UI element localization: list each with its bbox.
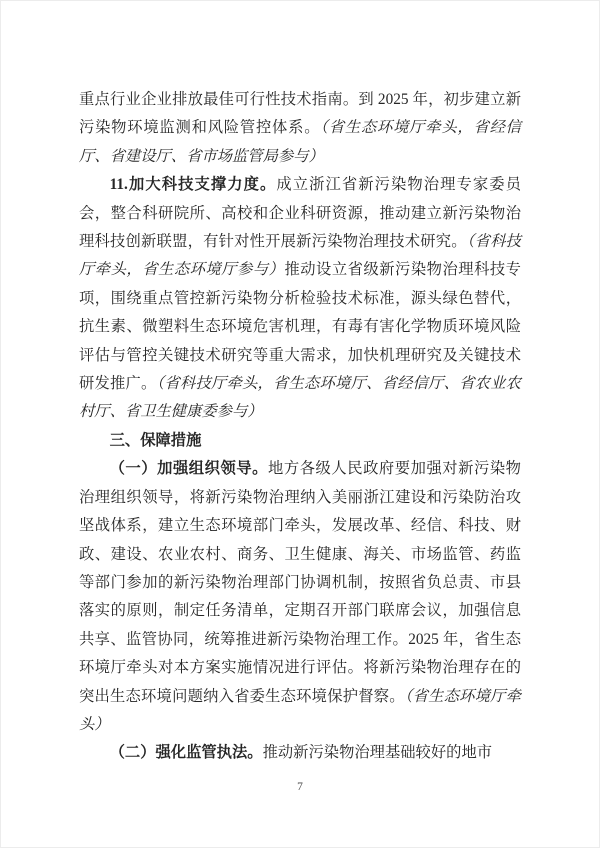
body-text: 重点行业企业排放最佳可行性技术指南。到 2025 年，初步建立新污染物环境监测和风险管控体系。 <box>79 91 521 137</box>
section-heading: 三、保障措施 <box>109 431 202 449</box>
item-lead-bold: （一）加强组织领导。 <box>109 460 269 478</box>
responsibility-note: （省生态环境厅牵头） <box>79 687 521 733</box>
para-item-11 <box>79 171 521 427</box>
body-text: 成立浙江省新污染物治理专家委员会，整合科研院所、高校和企业科研资源，推动建立新污染物治理科技创新联盟，有针对性开展新污染物治理技术研究。 <box>79 176 521 251</box>
responsibility-note: （省生态环境厅牵头，省经信厅、省建设厅、省市场监管局参与） <box>79 119 521 165</box>
para-org-leadership <box>79 455 521 739</box>
body-text: 推动设立省级新污染物治理科技专项，围绕重点管控新污染物分析检验技术标准，源头绿色替代，抗生素、微塑料生态环境危害机理，有毒有害化学物质环境风险评估与管控关键技术研究等重大需求，加快机理研究及关键技术研发推广。 <box>79 261 521 393</box>
item-lead-bold: 11.加大科技支撑力度。 <box>109 176 277 194</box>
body-text: 推动新污染物治理基础较好的地市 <box>262 744 493 762</box>
para-enforcement <box>79 739 521 767</box>
responsibility-note: （省科技厅牵头，省生态环境厅、省经信厅、省农业农村厅、省卫生健康委参与） <box>79 375 521 421</box>
item-lead-bold: （二）强化监管执法。 <box>109 744 263 762</box>
para-continuation <box>79 86 521 171</box>
responsibility-note: （省科技厅牵头，省生态环境厅参与） <box>79 233 521 279</box>
body-text: 地方各级人民政府要加强对新污染物治理组织领导，将新污染物治理纳入美丽浙江建设和污染防治攻坚战体系，建立生态环境部门牵头，发展改革、经信、科技、财政、建设、农业农村、商务、卫生健康、海关、市场监管、药监等部门参加的新污染物治理部门协调机制，按照省负总责、市县落实的原则，制定任务清单，定期召开部门联席会议，加强信息共享、监管协同，统筹推进新污染物治理工作。2025 年，省生态环境厅牵头对本方案实施情况进行评估。将新污染物治理存在的突出生态环境问题纳入省委生态环境保护督察。 <box>79 460 521 705</box>
page-number: 7 <box>297 781 303 793</box>
